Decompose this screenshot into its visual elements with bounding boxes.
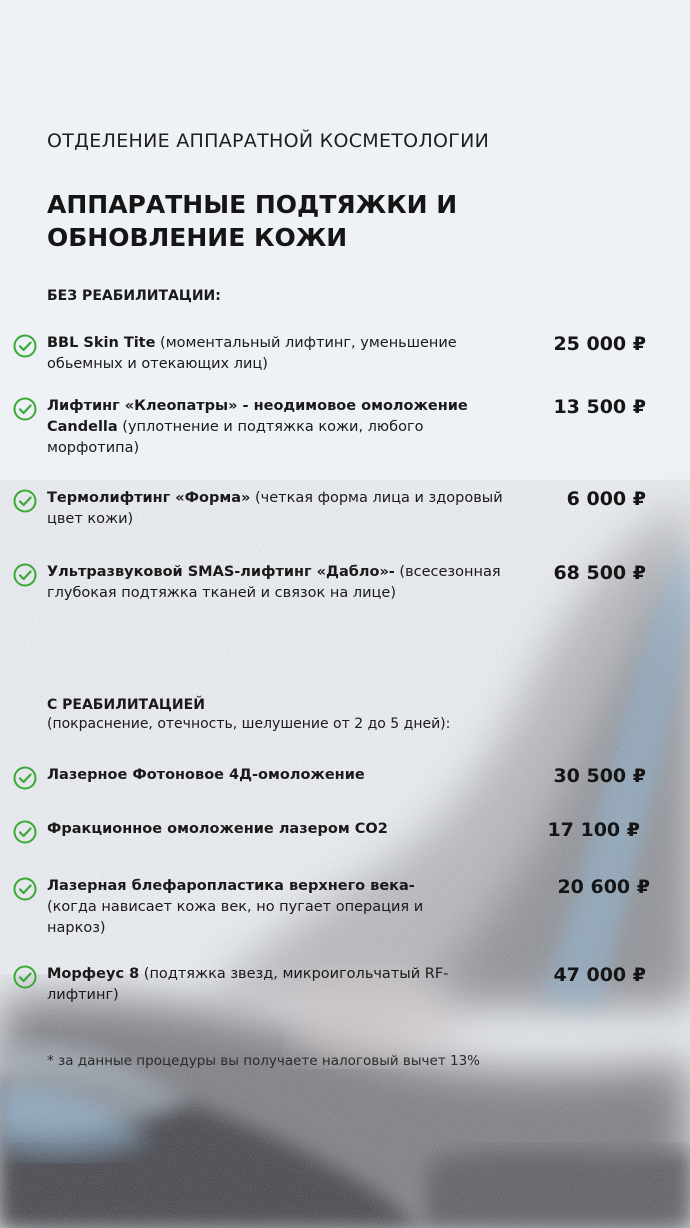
check-circle-icon [12,819,38,845]
item-price: 17 100 ₽ [547,819,640,841]
item-price: 6 000 ₽ [566,488,646,510]
item-price: 30 500 ₽ [553,765,646,787]
item-name: Ультразвуковой SMAS-лифтинг «Дабло»- [47,564,395,580]
item-price: 20 600 ₽ [557,876,650,898]
section-heading-no-rehab: БЕЗ РЕАБИЛИТАЦИИ: [47,288,221,304]
check-circle-icon [12,396,38,422]
item-detail: (моментальный лифтинг, уменьшение обьемных и отекающих лиц) [47,335,457,372]
item-detail: (когда нависает кожа век, но пугает операция и наркоз) [47,899,424,936]
item-description [47,765,507,786]
item-description [47,876,467,939]
item-description [47,562,507,604]
section-heading-with-rehab: С РЕАБИЛИТАЦИЕЙ [47,697,205,713]
department-title: ОТДЕЛЕНИЕ АППАРАТНОЙ КОСМЕТОЛОГИИ [47,130,490,152]
item-price: 13 500 ₽ [553,396,646,418]
item-description [47,488,507,530]
item-name: Лазерная блефаропластика верхнего века- [47,878,415,894]
item-name: Лазерное Фотоновое 4Д-омоложение [47,767,365,783]
item-price: 25 000 ₽ [553,333,646,355]
item-detail: (всесезонная глубокая подтяжка тканей и связок на лице) [47,564,501,601]
item-description [47,333,507,375]
check-circle-icon [12,488,38,514]
check-circle-icon [12,964,38,990]
item-name: Термолифтинг «Форма» [47,490,251,506]
check-circle-icon [12,333,38,359]
item-detail: (подтяжка звезд, микроигольчатый RF-лифтинг) [47,966,449,1003]
item-price: 68 500 ₽ [553,562,646,584]
item-price: 47 000 ₽ [553,964,646,986]
check-circle-icon [12,765,38,791]
item-description [47,819,507,840]
item-description [47,964,477,1006]
item-detail: (четкая форма лица и здоровый цвет кожи) [47,490,503,527]
page-title: АППАРАТНЫЕ ПОДТЯЖКИ И ОБНОВЛЕНИЕ КОЖИ [47,190,458,252]
item-name: BBL Skin Tite [47,335,156,351]
section-note: (покраснение, отечность, шелушение от 2 до 5 дней): [47,716,451,732]
tax-deduction-footnote: * за данные процедуры вы получаете налоговый вычет 13% [47,1053,480,1069]
check-circle-icon [12,876,38,902]
item-detail: (уплотнение и подтяжка кожи, любого морфотипа) [47,419,424,456]
item-name: Лифтинг «Клеопатры» - неодимовое омоложение Candella [47,398,468,435]
check-circle-icon [12,562,38,588]
item-name: Морфеус 8 [47,966,140,982]
item-description [47,396,507,459]
item-name: Фракционное омоложение лазером СО2 [47,821,388,837]
